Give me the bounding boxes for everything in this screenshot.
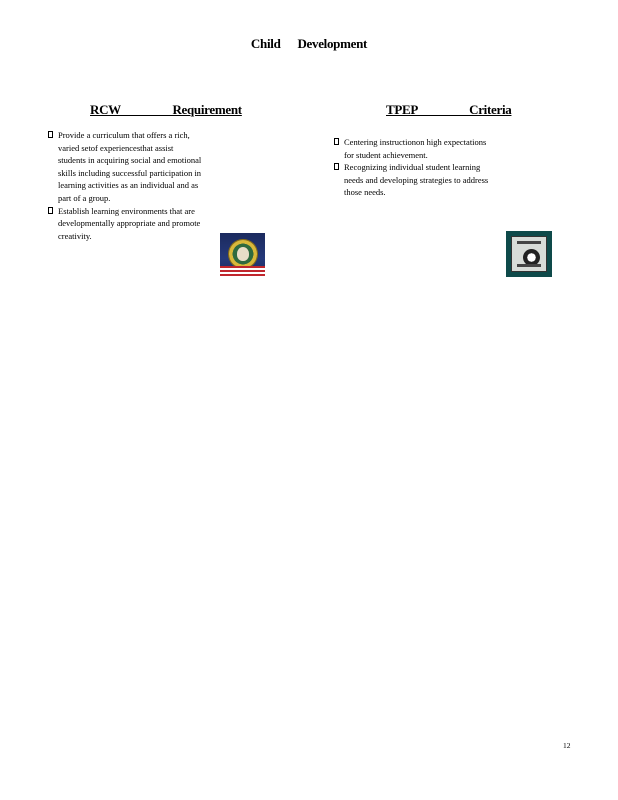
logo-bottom-bar xyxy=(517,264,541,267)
logo-top-bar xyxy=(517,241,541,244)
bullet-icon xyxy=(334,138,339,145)
text-line: Centering instructionon high expectations xyxy=(344,137,487,147)
rcw-list-item xyxy=(48,129,258,205)
text-line: creativity. xyxy=(58,230,92,241)
bullet-icon xyxy=(48,207,53,214)
portrait xyxy=(237,247,249,261)
tpep-heading: TPEP Criteria xyxy=(386,102,512,117)
text-line: those needs. xyxy=(344,187,386,198)
text-line: skills including successful participation in xyxy=(58,167,202,178)
text-line: Establish learning environments that are xyxy=(58,205,195,216)
logo-panel xyxy=(511,236,547,272)
tpep-logo-image xyxy=(506,231,552,277)
washington-state-seal-image xyxy=(220,233,265,276)
text-line: developmentally appropriate and promote xyxy=(58,218,201,229)
text-line: for student achievement. xyxy=(344,149,428,160)
text-line: part of a group. xyxy=(58,192,111,203)
text-line: learning activities as an individual and as xyxy=(58,180,199,191)
flag-stripes xyxy=(220,266,265,276)
tpep-list-item xyxy=(334,136,540,161)
rcw-list xyxy=(48,129,258,242)
page-number: 12 xyxy=(563,741,571,750)
page-title: Child Development xyxy=(250,36,368,51)
tpep-list xyxy=(334,136,540,199)
rcw-heading: RCW Requirement xyxy=(90,102,242,117)
text-line: needs and developing strategies to address xyxy=(344,174,489,185)
text-line: varied setof experiencesthat assist xyxy=(58,142,174,153)
bullet-icon xyxy=(334,163,339,170)
tpep-list-item xyxy=(334,161,540,199)
text-line: Recognizing individual student learning xyxy=(344,162,481,173)
bullet-icon xyxy=(48,131,53,138)
text-line: Provide a curriculum that offers a rich, xyxy=(58,130,190,140)
text-line: students in acquiring social and emotional xyxy=(58,155,202,166)
